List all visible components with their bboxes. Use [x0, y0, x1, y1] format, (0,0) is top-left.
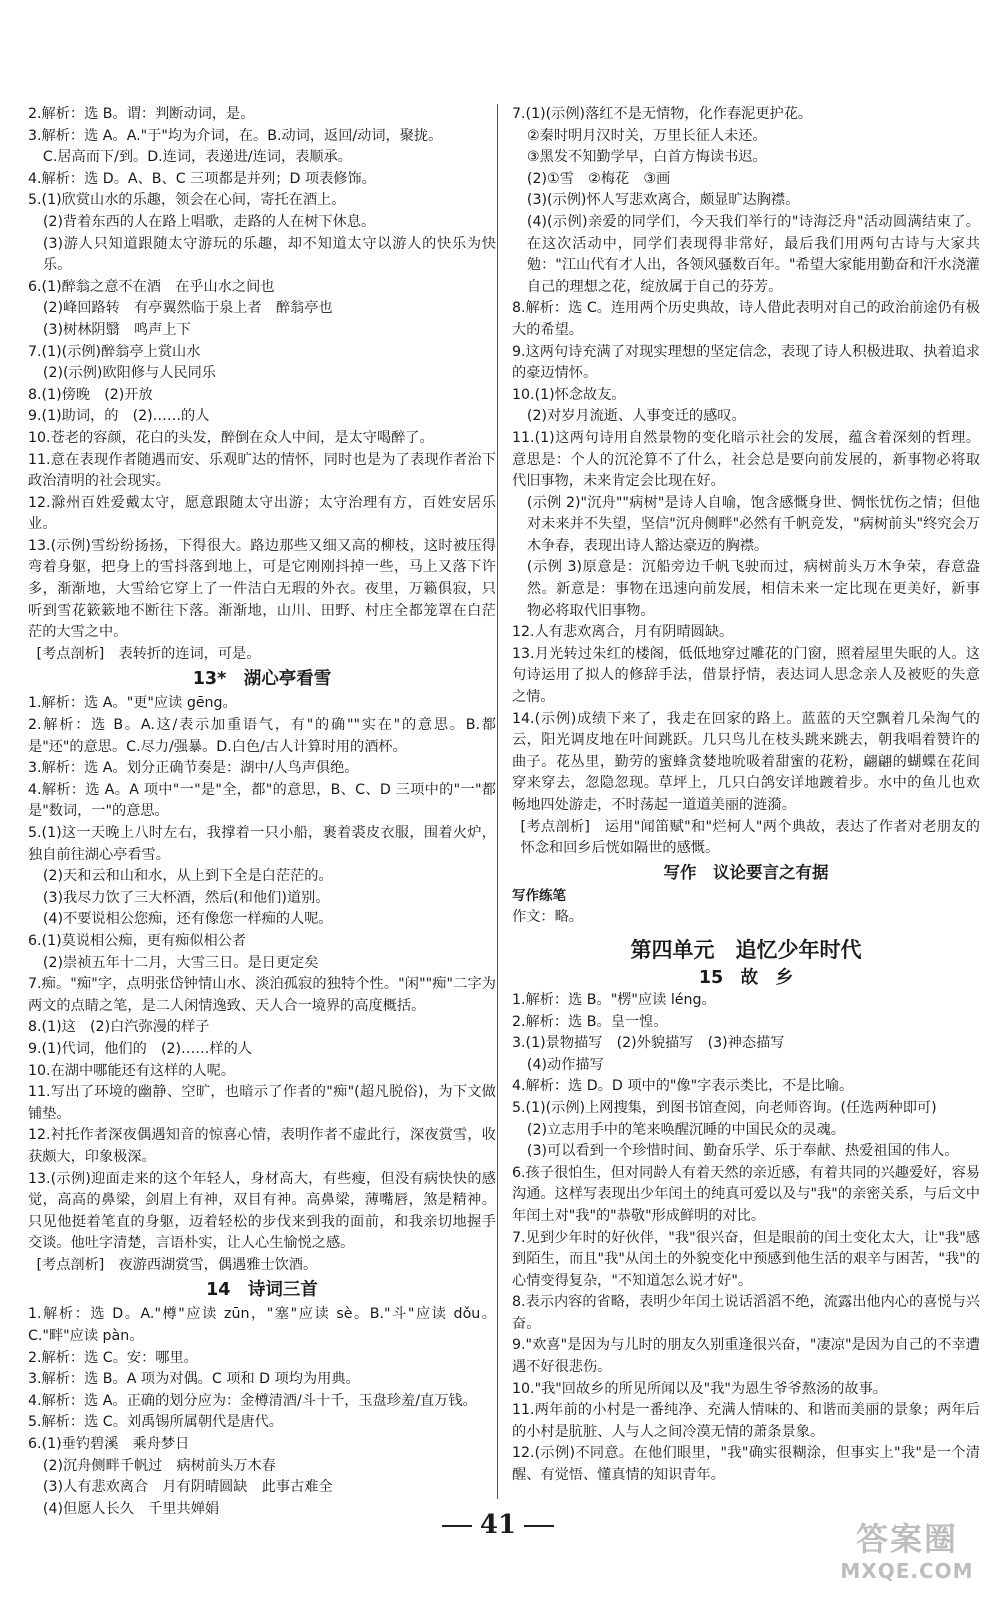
answer-line: 2.解析：选 B。谓：判断动词，是。 — [28, 106, 255, 122]
answer-line: 9.(1)代词，他们的 (2)……样的人 — [28, 1040, 252, 1057]
answer-line: (2)①雪 ②梅花 ③画 — [526, 170, 671, 187]
answer-line: (4)(示例)亲爱的同学们，今天我们举行的"诗海泛舟"活动圆满结束了。在这次活动中，同学们表现得非常好，最后我们用两句古诗与大家共勉："江山代有才人出，各领风骚数百年。"希望大家能用勤奋和汗水浇灌自己的理想之花，绽放属于自己的芬芳。 — [526, 213, 980, 295]
answer-line: 4.解析：选 A。正确的划分应为：金樽清酒/斗十千，玉盘珍羞/直万钱。 — [28, 1392, 477, 1409]
answer-line: 4.解析：选 D。A、B、C 三项都是并列；D 项表修饰。 — [28, 170, 376, 187]
column-divider — [497, 104, 498, 1499]
answer-line: 10."我"回故乡的所见所闻以及"我"为恩生爷爷熬汤的故事。 — [512, 1380, 887, 1397]
answer-line: 4.解析：选 D。D 项中的"像"字表示类比，不是比喻。 — [512, 1078, 854, 1095]
answer-line: (3)可以看到一个珍惜时间、勤奋乐学、乐于奉献、热爱祖国的伟人。 — [526, 1143, 959, 1160]
answer-line: (2)崇祯五年十二月，大雪三日。是日更定矣 — [42, 954, 319, 971]
answer-line: 7.见到少年时的好伙伴，"我"很兴奋，但是眼前的闰土变化太大，让"我"感到陌生，而且"我"从闰土的外貌变化中预感到他生活的艰辛与困苦，"我"的心情变得复杂，"不知道怎么说才好"。 — [512, 1229, 980, 1289]
answer-line: 10.(1)怀念故友。 — [512, 386, 626, 403]
answer-line: 12.(示例)不同意。在他们眼里，"我"确实很糊涂，但事实上"我"是一个清醒、有觉悟、懂真情的知识青年。 — [512, 1445, 980, 1484]
answer-line: 11.写出了环境的幽静、空旷，也暗示了作者的"痴"(超凡脱俗)，为下文做铺垫。 — [28, 1084, 496, 1122]
left-column — [28, 104, 496, 1520]
answer-line: 9.(1)助词，的 (2)……的人 — [28, 408, 210, 425]
answer-line: 12.衬托作者深夜偶遇知音的惊喜心情，表明作者不虚此行，深夜赏雪，收获颇大，印象极深。 — [28, 1127, 496, 1165]
answer-line: 12.滁州百姓爱戴太守，愿意跟随太守出游；太守治理有方，百姓安居乐业。 — [28, 494, 496, 533]
answer-line: (2)(示例)欧阳修与人民同乐 — [42, 365, 216, 382]
answer-line: (3)(示例)怀人写悲欢离合，颇显旷达胸襟。 — [526, 192, 800, 209]
lesson-heading-13: 13* 湖心亭看雪 — [192, 669, 332, 690]
analysis-note: [考点剖析] 表转折的连词，可是。 — [36, 645, 261, 662]
answer-line: (2)对岁月流逝、人事变迁的感叹。 — [526, 408, 746, 425]
answer-line: 9."欢喜"是因为与儿时的朋友久别重逢很兴奋，"凄凉"是因为自己的不幸遭遇不好很悲伤。 — [512, 1337, 980, 1376]
answer-line: (3)游人只知道跟随太守游玩的乐趣，却不知道太守以游人的快乐为快乐。 — [42, 235, 496, 274]
answer-line: 8.表示内容的省略，表明少年闰土说话滔滔不绝，流露出他内心的喜悦与兴奋。 — [512, 1294, 980, 1332]
answer-line: 6.(1)垂钓碧溪 乘舟梦日 — [28, 1436, 190, 1453]
answer-line: 8.解析：选 C。连用两个历史典故，诗人借此表明对自己的政治前途仍有极大的希望。 — [512, 300, 980, 338]
answer-line: 14.(示例)成绩下来了，我走在回家的路上。蓝蓝的天空飘着几朵淘气的云，阳光调皮地在叶间跳跃。几只鸟儿在枝头跳来跳去，朝我唱着赞许的曲子。花丛里，勤劳的蜜蜂贪婪地吮吸着甜蜜的花粉，翩翩的蝴蝶在花间穿来穿去，忽隐忽现。草坪上，几只白鸽安详地踱着步。水中的鱼儿也欢畅地四处游走，不时荡起一道道美丽的涟漪。 — [512, 710, 980, 813]
answer-line: 5.(1)欣赏山水的乐趣，领会在心间，寄托在酒上。 — [28, 192, 346, 209]
answer-line: 11.两年前的小村是一番纯净、充满人情味的、和谐而美丽的景象；两年后的小村是肮脏、人与人之间冷漠无情的萧条景象。 — [512, 1402, 980, 1440]
answer-line: (3)我尽力饮了三大杯酒，然后(和他们)道别。 — [42, 889, 330, 906]
answer-line: 13.(示例)迎面走来的这个年轻人，身材高大，有些瘦，但没有病快快的感觉，高高的鼻梁，剑眉上有神，双目有神。高鼻梁，薄嘴唇，煞是精神。只见他挺着笔直的身躯，迈着轻松的步伐来到我的面前，和我亲切地握手交谈。他吐字清楚，言语朴实，让人心生愉悦之感。 — [28, 1170, 496, 1252]
answer-line: 13.(示例)雪纷纷扬扬，下得很大。路边那些又细又高的柳枝，这时被压得弯着身躯，把身上的雪抖落到地上，可是它刚刚抖掉一些，马上又落下许多，渐渐地，大雪给它穿上了一件洁白无瑕的外衣。夜里，万籁俱寂，只听到雪花簌簌地不断往下落。渐渐地，山川、田野、村庄全都笼罩在白茫茫的大雪之中。 — [28, 537, 496, 641]
answer-line: 9.这两句诗充满了对现实理想的坚定信念，表现了诗人积极进取、执着追求的豪迈情怀。 — [512, 343, 980, 382]
writing-heading: 写作 议论要言之有据 — [663, 862, 829, 882]
answer-line: 6.(1)莫说相公痴，更有痴似相公者 — [28, 932, 247, 949]
unit-heading: 第四单元 追忆少年时代 — [630, 937, 862, 962]
watermark-title: 答案圈 — [855, 1520, 958, 1558]
answer-line: (4)动作描写 — [526, 1056, 604, 1073]
analysis-note: [考点剖析] 夜游西湖赏雪，偶遇雅士饮酒。 — [36, 1256, 318, 1273]
answer-line: 5.解析：选 C。刘禹锡所属朝代是唐代。 — [28, 1414, 283, 1431]
answer-line: (2)背着东西的人在路上唱歌，走路的人在树下休息。 — [42, 213, 376, 230]
answer-line: 3.解析：选 A。A."于"均为介词，在。B.动词，返回/动词，聚拢。 — [28, 127, 443, 144]
analysis-note: [考点剖析] 运用"闻笛赋"和"烂柯人"两个典故，表达了作者对老朋友的怀念和回乡后恍如隔世的感慨。 — [520, 818, 980, 857]
right-column — [512, 104, 980, 1487]
answer-line: 13.月光转过朱红的楼阁，低低地穿过雕花的门窗，照着屋里失眠的人。这句诗运用了拟人的修辞手法，借景抒情，表达词人思念亲人及被贬的失意之情。 — [512, 645, 980, 706]
answer-line: 10.苍老的容颜，花白的头发，醉倒在众人中间，是太守喝醉了。 — [28, 429, 434, 446]
writing-practice-label: 写作练笔 — [512, 887, 566, 904]
answer-line: 1.解析：选 B。"楞"应读 léng。 — [512, 991, 716, 1008]
lesson-heading-15: 15 故 乡 — [698, 967, 794, 988]
answer-line: ③黑发不知勤学早，白首方悔读书迟。 — [526, 149, 767, 166]
page-number-text: 41 — [479, 1510, 517, 1540]
answer-line: 11.(1)这两句诗用自然景物的变化暗示社会的发展，蕴含着深刻的哲理。意思是：个人的沉沦算不了什么，社会总是要向前发展的，新事物必将取代旧事物，未来肯定会比现在好。 — [512, 429, 980, 490]
answer-line: 1.解析：选 A。"更"应读 gēng。 — [28, 695, 237, 712]
answer-line: (2)沉舟侧畔千帆过 病树前头万木春 — [42, 1457, 276, 1474]
lesson-heading-14: 14 诗词三首 — [206, 1280, 318, 1301]
answer-line: 5.(1)这一天晚上八时左右，我撑着一只小船，裹着裘皮衣服，围着火炉，独自前往湖心亭看雪。 — [28, 825, 496, 863]
answer-line: 6.(1)醉翁之意不在酒 在乎山水之间也 — [28, 278, 275, 295]
answer-line: (4)但愿人长久 千里共婵娟 — [42, 1500, 220, 1517]
answer-line: 6.孩子很怕生，但对同龄人有着天然的亲近感，有着共同的兴趣爱好，容易沟通。这样写表现出少年闰土的纯真可爱以及与"我"的亲密关系，与后文中年闰土对"我"的"恭敬"形成鲜明的对比。 — [512, 1164, 980, 1224]
answer-line: (示例 2)"沉舟""病树"是诗人自喻，饱含感慨身世、惆怅忧伤之情；但他对未来并不失望，坚信"沉舟侧畔"必然有千帆竞发，"病树前头"终究会万木争春，表现出诗人豁达豪迈的胸襟。 — [526, 494, 980, 554]
answer-line: (4)不要说相公您痴，还有像您一样痴的人呢。 — [42, 911, 333, 928]
answer-line: 3.解析：选 B。A 项为对偶。C 项和 D 项均为用典。 — [28, 1371, 360, 1388]
page-number-dash-right — [524, 1525, 554, 1527]
answer-line: (2)立志用手中的笔来唤醒沉睡的中国民众的灵魂。 — [526, 1121, 845, 1138]
answer-line: (3)人有悲欢离合 月有阴晴圆缺 此事古难全 — [42, 1479, 333, 1496]
page-number-dash-left — [442, 1525, 472, 1527]
answer-line: (3)树林阴翳 鸣声上下 — [42, 321, 191, 338]
watermark-url: MXQE.COM — [840, 1559, 974, 1583]
answer-line: 7.痴。"痴"字，点明张岱钟情山水、淡泊孤寂的独特个性。"闲""痴"二字为两文的点睛之笔，是二人闲情逸致、天人合一境界的高度概括。 — [28, 976, 496, 1014]
answer-line: 2.解析：选 B。皇一惶。 — [512, 1013, 668, 1030]
answer-line: 3.解析：选 A。划分正确节奏是：湖中/人鸟声俱绝。 — [28, 760, 359, 777]
answer-line: (示例 3)原意是：沉船旁边千帆飞驶而过，病树前头万木争荣，春意盎然。新意是：事物在迅速向前发展，相信未来一定比现在更美好，新事物必将取代旧事物。 — [526, 559, 980, 619]
answer-line: 3.(1)景物描写 (2)外貌描写 (3)神态描写 — [512, 1035, 785, 1052]
answer-line: (2)峰回路转 有亭翼然临于泉上者 醉翁亭也 — [42, 300, 333, 317]
answer-line: 10.在湖中哪能还有这样的人呢。 — [28, 1062, 236, 1079]
answer-line: 12.人有悲欢离合，月有阴晴圆缺。 — [512, 624, 734, 641]
answer-line: ②秦时明月汉时关，万里长征人未还。 — [526, 127, 767, 144]
answer-line: 7.(1)(示例)落红不是无情物，化作春泥更护花。 — [512, 106, 813, 122]
answer-line: 7.(1)(示例)醉翁亭上赏山水 — [28, 343, 201, 360]
writing-answer: 作文：略。 — [512, 909, 583, 926]
answer-line: 5.(1)(示例)上网搜集，到图书馆查阅，向老师咨询。(任选两种即可) — [512, 1099, 937, 1116]
answer-line: 4.解析：选 A。A 项中"一"是"全，都"的意思，B、C、D 三项中的"一"都是"数词，一"的意思。 — [28, 781, 496, 820]
answer-line: 1.解析：选 D。A."樽"应读 zūn，"塞"应读 sè。B."斗"应读 dǒu。C."畔"应读 pàn。 — [28, 1306, 496, 1345]
answer-line: C.居高而下/到。D.连词，表递进/连词，表顺承。 — [42, 149, 352, 166]
answer-line: 8.(1)这 (2)白汽弥漫的样子 — [28, 1019, 210, 1036]
watermark-logo — [832, 1519, 982, 1591]
answer-line: 2.解析：选 C。安：哪里。 — [28, 1349, 198, 1366]
answer-line: 2.解析：选 B。A.这/表示加重语气，有"的确""实在"的意思。B.都是"还"的意思。C.尽力/强暴。D.白色/古人计算时用的酒杯。 — [28, 717, 496, 755]
answer-line: 8.(1)傍晚 (2)开放 — [28, 386, 153, 403]
answer-line: (2)天和云和山和水，从上到下全是白茫茫的。 — [42, 868, 333, 885]
answer-line: 11.意在表现作者随遇而安、乐观旷达的情怀，同时也是为了表现作者治下政治清明的社会现实。 — [28, 451, 496, 490]
